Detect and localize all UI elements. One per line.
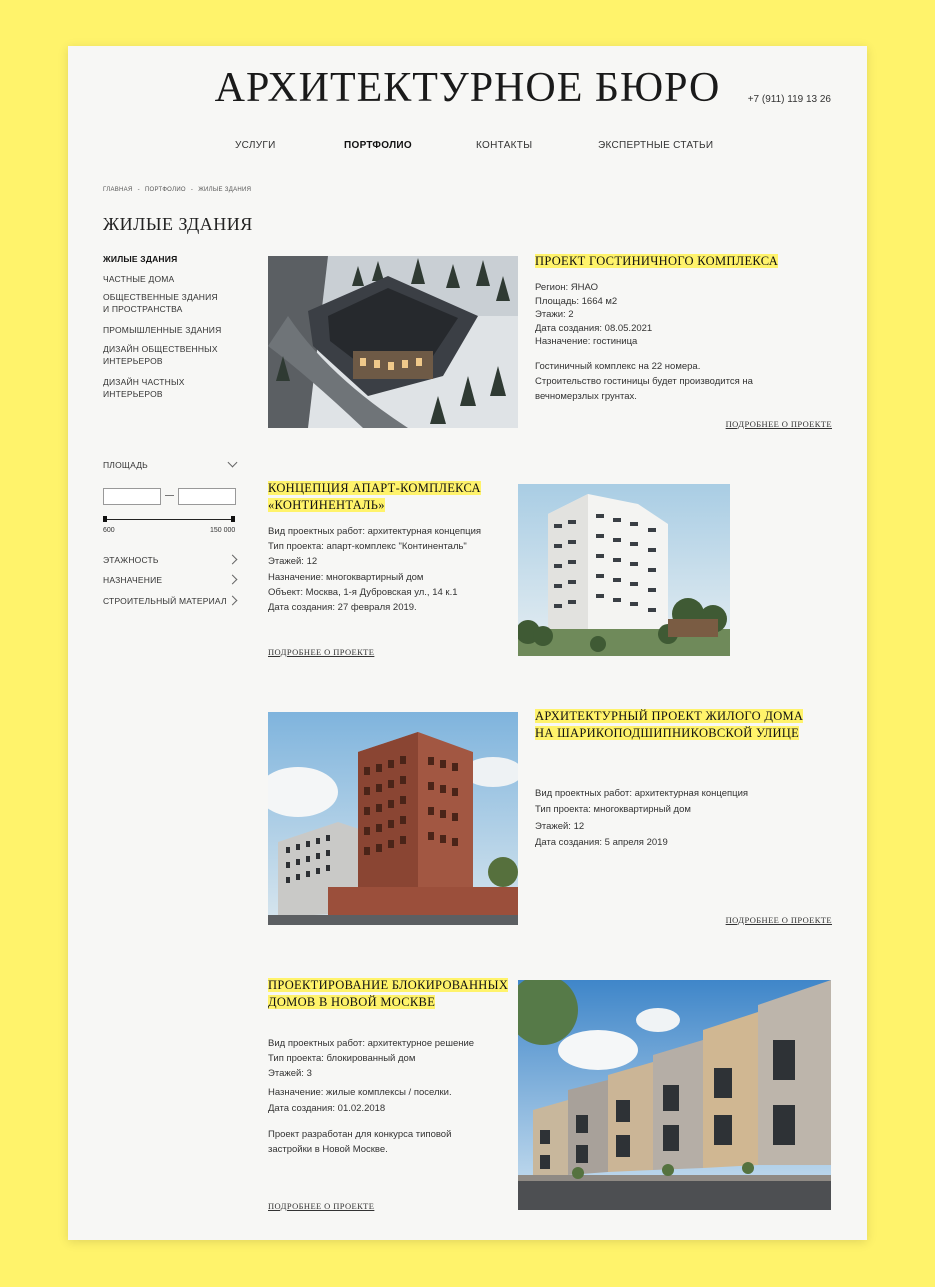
- sidebar-item-private-interiors[interactable]: ДИЗАЙН ЧАСТНЫХ ИНТЕРЬЕРОВ: [103, 377, 185, 399]
- project-meta: Вид проектных работ: архитектурное решение Тип проекта: блокированный дом Этажей: 3: [268, 1038, 475, 1079]
- nav-services[interactable]: УСЛУГИ: [235, 140, 276, 151]
- nav-articles[interactable]: ЭКСПЕРТНЫЕ СТАТЬИ: [598, 140, 714, 151]
- area-max-input[interactable]: [178, 488, 236, 505]
- breadcrumb-home[interactable]: ГЛАВНАЯ: [103, 187, 133, 193]
- area-slider-min-handle[interactable]: [103, 516, 107, 522]
- chevron-right-icon[interactable]: [228, 555, 238, 565]
- project-title[interactable]: ПРОЕКТ ГОСТИНИЧНОГО КОМПЛЕКСА: [535, 254, 779, 268]
- sidebar-item-public-interiors[interactable]: ДИЗАЙН ОБЩЕСТВЕННЫХ ИНТЕРЬЕРОВ: [103, 344, 218, 366]
- phone-number[interactable]: +7 (911) 119 13 26: [747, 94, 831, 105]
- project-description: Проект разработан для конкурса типовой застройки в Новой Москве.: [268, 1129, 452, 1155]
- project-image-continental[interactable]: [518, 484, 730, 656]
- project-image-hotel[interactable]: [268, 256, 518, 428]
- page-title: ЖИЛЫЕ ЗДАНИЯ: [103, 214, 253, 234]
- breadcrumb-current: ЖИЛЫЕ ЗДАНИЯ: [198, 187, 252, 193]
- project-image-townhouses[interactable]: [518, 980, 831, 1210]
- filter-material[interactable]: СТРОИТЕЛЬНЫЙ МАТЕРИАЛ: [103, 596, 227, 606]
- project-image-sharikopodshipnikovskaya[interactable]: [268, 712, 518, 925]
- project-more-link[interactable]: ПОДРОБНЕЕ О ПРОЕКТЕ: [725, 419, 832, 429]
- chevron-down-icon[interactable]: [228, 458, 238, 468]
- project-more-link[interactable]: ПОДРОБНЕЕ О ПРОЕКТЕ: [268, 1201, 375, 1211]
- chevron-right-icon[interactable]: [228, 575, 238, 585]
- range-dash: [165, 495, 174, 496]
- chevron-right-icon[interactable]: [228, 596, 238, 606]
- filter-purpose[interactable]: НАЗНАЧЕНИЕ: [103, 575, 163, 585]
- project-title[interactable]: АРХИТЕКТУРНЫЙ ПРОЕКТ ЖИЛОГО ДОМА НА ШАРИКОПОДШИПНИКОВСКОЙ УЛИЦЕ: [535, 709, 804, 740]
- area-min-input[interactable]: [103, 488, 161, 505]
- sidebar-item-public-buildings[interactable]: ОБЩЕСТВЕННЫЕ ЗДАНИЯ И ПРОСТРАНСТВА: [103, 292, 218, 314]
- project-title[interactable]: ПРОЕКТИРОВАНИЕ БЛОКИРОВАННЫХ ДОМОВ В НОВОЙ МОСКВЕ: [268, 978, 509, 1009]
- area-slider-track[interactable]: [105, 519, 233, 520]
- project-meta: Регион: ЯНАО Площадь: 1664 м2 Этажи: 2 Дата создания: 08.05.2021 Назначение: гостиница: [535, 282, 653, 348]
- project-description: Гостиничный комплекс на 22 номера. Строительство гостиницы будет производится на вечномерзлых грунтах.: [535, 361, 753, 402]
- project-meta-extra: Назначение: жилые комплексы / поселки. Дата создания: 01.02.2018: [268, 1087, 452, 1114]
- page-card: [68, 46, 867, 1240]
- nav-portfolio[interactable]: ПОРТФОЛИО: [344, 140, 412, 151]
- area-range-min: 600: [103, 527, 115, 534]
- filter-floors[interactable]: ЭТАЖНОСТЬ: [103, 555, 159, 565]
- area-slider-max-handle[interactable]: [231, 516, 235, 522]
- sidebar-item-residential[interactable]: ЖИЛЫЕ ЗДАНИЯ: [103, 254, 178, 264]
- project-more-link[interactable]: ПОДРОБНЕЕ О ПРОЕКТЕ: [268, 647, 375, 657]
- area-range-max: 150 000: [210, 527, 236, 534]
- project-more-link[interactable]: ПОДРОБНЕЕ О ПРОЕКТЕ: [725, 915, 832, 925]
- project-meta: Вид проектных работ: архитектурная концепция Тип проекта: апарт-комплекс "Континенталь" Этажей: 12 Назначение: многоквартирный дом Объект: Москва, 1-я Дубровская ул., 14 к.1 Дата создания: 27 февраля 2019.: [268, 526, 482, 614]
- sidebar-item-industrial[interactable]: ПРОМЫШЛЕННЫЕ ЗДАНИЯ: [103, 325, 222, 335]
- site-logo[interactable]: АРХИТЕКТУРНОЕ БЮРО: [214, 65, 721, 111]
- filter-area-label[interactable]: ПЛОЩАДЬ: [103, 460, 148, 470]
- sidebar-item-private-houses[interactable]: ЧАСТНЫЕ ДОМА: [103, 274, 175, 284]
- breadcrumb-portfolio[interactable]: ПОРТФОЛИО: [144, 187, 186, 193]
- project-meta: Вид проектных работ: архитектурная концепция Тип проекта: многоквартирный дом Этажей: 12 Дата создания: 5 апреля 2019: [535, 788, 749, 848]
- breadcrumb: ГЛАВНАЯ - ПОРТФОЛИО - ЖИЛЫЕ ЗДАНИЯ: [103, 187, 252, 193]
- nav-contacts[interactable]: КОНТАКТЫ: [476, 140, 533, 151]
- project-title[interactable]: КОНЦЕПЦИЯ АПАРТ-КОМПЛЕКСА «КОНТИНЕНТАЛЬ»: [268, 481, 481, 512]
